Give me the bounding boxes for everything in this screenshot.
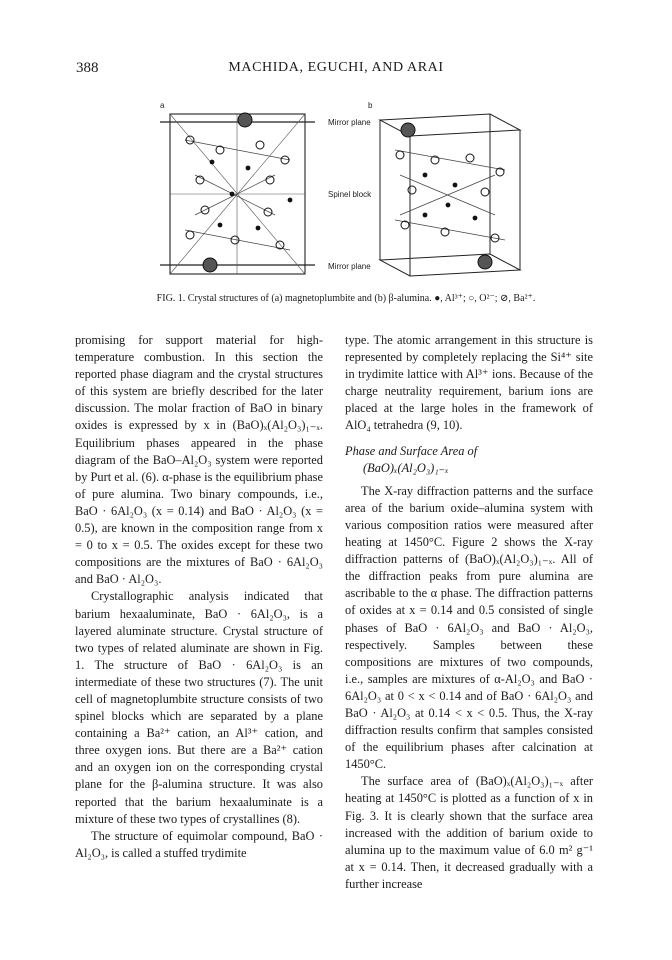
right-text-column	[345, 332, 593, 893]
figure-caption: FIG. 1. Crystal structures of (a) magnetoplumbite and (b) β-alumina. ●, Al³⁺; ○, O²⁻; ⊘, Ba²⁺.	[156, 293, 536, 304]
crystal-structure-figure	[150, 100, 530, 285]
running-title: MACHIDA, EGUCHI, AND ARAI	[228, 60, 444, 75]
panel-a-label: a	[160, 101, 165, 110]
paragraph: Crystallographic analysis indicated that barium hexaaluminate, BaO · 6Al₂O₃, is a layered aluminate structure. Crystal structure of two types of related aluminate are shown in Fig. 1. The structure of BaO · 6Al₂O₃ is an intermediate of these two structures (7). The unit cell of magnetoplumbite structure consists of two spinel blocks which are separated by a plane containing a Ba²⁺ cation, an Al³⁺ cation, and three oxygen ions. But there are a Ba²⁺ cation and an oxygen ion on the corresponding crystal plane for the β-alumina structure. It was also reported that the barium hexaaluminate is a mixture of these two types of crystallines (8).	[75, 589, 323, 826]
paragraph: The X-ray diffraction patterns and the surface area of the barium oxide–alumina system with various composition ratios were measured after heating at 1450°C. Figure 2 shows the X-ray diffraction patterns of (BaO)ₓ(Al₂O₃)₁₋ₓ. All of the diffraction peaks from pure alumina are ascribable to the α phase. The diffraction patterns of oxides at x = 0.14 and 0.5 consisted of single phases of BaO · 6Al₂O₃ and BaO · Al₂O₃, respectively. Samples between these compositions are mixtures of two compounds, i.e., samples are mixtures of α-Al₂O₃ and BaO · 6Al₂O₃ at 0 < x < 0.14 and of BaO · 6Al₂O₃ and BaO · Al₂O₃ at 0.14 < x < 0.5. Thus, the X-ray diffraction results confirm that samples consisted of the equilibrium phases after calcination at 1450°C.	[345, 483, 593, 772]
panel-b-label: b	[368, 101, 373, 110]
mirror-plane-label-bottom: Mirror plane	[328, 262, 371, 271]
paragraph: The structure of equimolar compound, BaO · Al₂O₃, is called a stuffed trydimite	[75, 828, 323, 860]
paragraph: type. The atomic arrangement in this structure is represented by completely replacing the Si⁴⁺ site in trydimite lattice with Al³⁺ ions. Because of the charge neutrality requirement, barium ions are placed at the large holes in the framework of AlO₄ tetrahedra (9, 10).	[345, 333, 593, 433]
panel-b-structure	[368, 101, 520, 276]
paragraph: promising for support material for high-temperature combustion. In this section the reported phase diagram and the crystal structures of this system are briefly described for the later discussion. The molar fraction of BaO in binary oxides is expressed by x in (BaO)ₓ(Al₂O₃)₁₋ₓ. Equilibrium phases appeared in the phase diagram of the BaO–Al₂O₃ system were reported by Purt et al. (6). α-phase is the equilibrium phase of pure alumina. Two binary compounds, i.e., BaO · 6Al₂O₃ (x = 0.14) and BaO · Al₂O₃ (x = 0.5), are known in the composition range from x = 0 to x = 0.5. The oxides except for these two compositions are the mixtures of BaO · 6Al₂O₃ and BaO · Al₂O₃.	[75, 333, 323, 587]
left-text-column	[75, 332, 323, 862]
spinel-block-label: Spinel block	[328, 190, 372, 199]
section-heading-formula: (BaO)ₓ(Al₂O₃)₁₋ₓ	[363, 460, 449, 475]
section-heading: Phase and Surface Area of	[345, 443, 478, 458]
panel-a-structure	[160, 101, 315, 274]
paragraph: The surface area of (BaO)ₓ(Al₂O₃)₁₋ₓ after heating at 1450°C is plotted as a function of x in Fig. 3. It is clearly shown that the surface area increased with the addition of barium oxide to alumina up to the maximum value of 6.0 m² g⁻¹ at x = 0.14. Then, it decreased gradually with a further increase	[345, 774, 593, 891]
page-number: 388	[76, 60, 99, 76]
mirror-plane-label-top: Mirror plane	[328, 118, 371, 127]
